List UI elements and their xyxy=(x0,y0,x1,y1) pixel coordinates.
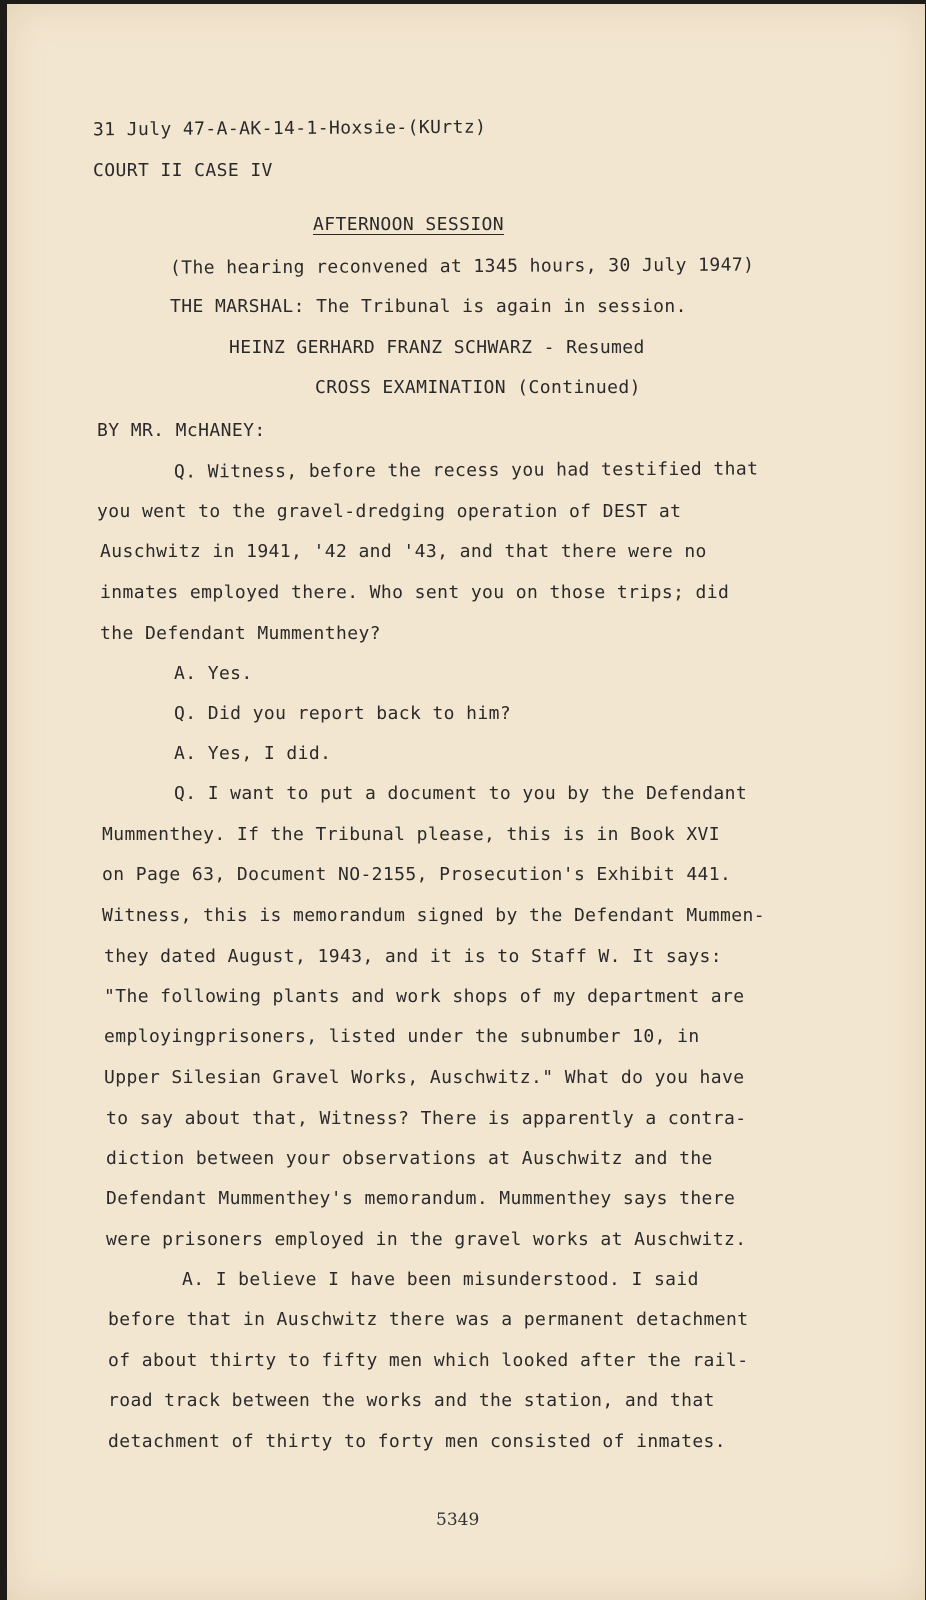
testimony-line: road track between the works and the station, and that xyxy=(108,1390,715,1411)
testimony-line: "The following plants and work shops of my department are xyxy=(104,986,745,1007)
testimony-line: detachment of thirty to forty men consisted of inmates. xyxy=(108,1431,727,1452)
testimony-line: employingprisoners, listed under the subnumber 10, in xyxy=(104,1026,700,1047)
testimony-line: Witness, this is memorandum signed by the Defendant Mummen- xyxy=(102,905,765,926)
cross-examination-line: CROSS EXAMINATION (Continued) xyxy=(315,377,641,398)
testimony-line: were prisoners employed in the gravel works at Auschwitz. xyxy=(106,1229,747,1250)
session-title: AFTERNOON SESSION xyxy=(313,214,505,235)
testimony-line: you went to the gravel-dredging operation of DEST at xyxy=(97,501,682,522)
testimony-line: Q. I want to put a document to you by the Defendant xyxy=(174,783,748,804)
hearing-reconvened-line: (The hearing reconvened at 1345 hours, 30 July 1947) xyxy=(169,254,755,279)
testimony-line: the Defendant Mummenthey? xyxy=(100,623,381,644)
testimony-line: they dated August, 1943, and it is to Staff W. It says: xyxy=(104,946,723,967)
testimony-line: Upper Silesian Gravel Works, Auschwitz." What do you have xyxy=(104,1067,745,1088)
testimony-line: Defendant Mummenthey's memorandum. Mummenthey says there xyxy=(106,1188,736,1209)
testimony-line: Mummenthey. If the Tribunal please, this is in Book XVI xyxy=(102,824,721,845)
testimony-line: on Page 63, Document NO-2155, Prosecution's Exhibit 441. xyxy=(102,864,732,885)
marshal-line: THE MARSHAL: The Tribunal is again in session. xyxy=(170,296,687,317)
header-reference-line: 31 July 47-A-AK-14-1-Hoxsie-(KUrtz) xyxy=(92,116,487,141)
testimony-line: A. Yes, I did. xyxy=(174,743,332,764)
testimony-line: diction between your observations at Auschwitz and the xyxy=(106,1148,713,1169)
testimony-line: A. I believe I have been misunderstood. I said xyxy=(182,1269,699,1290)
testimony-line: before that in Auschwitz there was a permanent detachment xyxy=(108,1309,749,1330)
witness-name-line: HEINZ GERHARD FRANZ SCHWARZ - Resumed xyxy=(229,337,645,358)
testimony-line: inmates employed there. Who sent you on those trips; did xyxy=(100,582,730,603)
examiner-line: BY MR. McHANEY: xyxy=(97,420,266,441)
page-number: 5349 xyxy=(436,1510,480,1530)
document-page xyxy=(7,4,925,1600)
testimony-line: Q. Did you report back to him? xyxy=(174,703,512,724)
testimony-line: to say about that, Witness? There is apparently a contra- xyxy=(106,1108,747,1129)
testimony-line: A. Yes. xyxy=(174,663,253,684)
testimony-line: Q. Witness, before the recess you had testified that xyxy=(173,458,759,483)
header-court-case: COURT II CASE IV xyxy=(93,160,273,181)
testimony-line: Auschwitz in 1941, '42 and '43, and that there were no xyxy=(100,541,707,562)
testimony-line: of about thirty to fifty men which looked after the rail- xyxy=(108,1350,749,1371)
